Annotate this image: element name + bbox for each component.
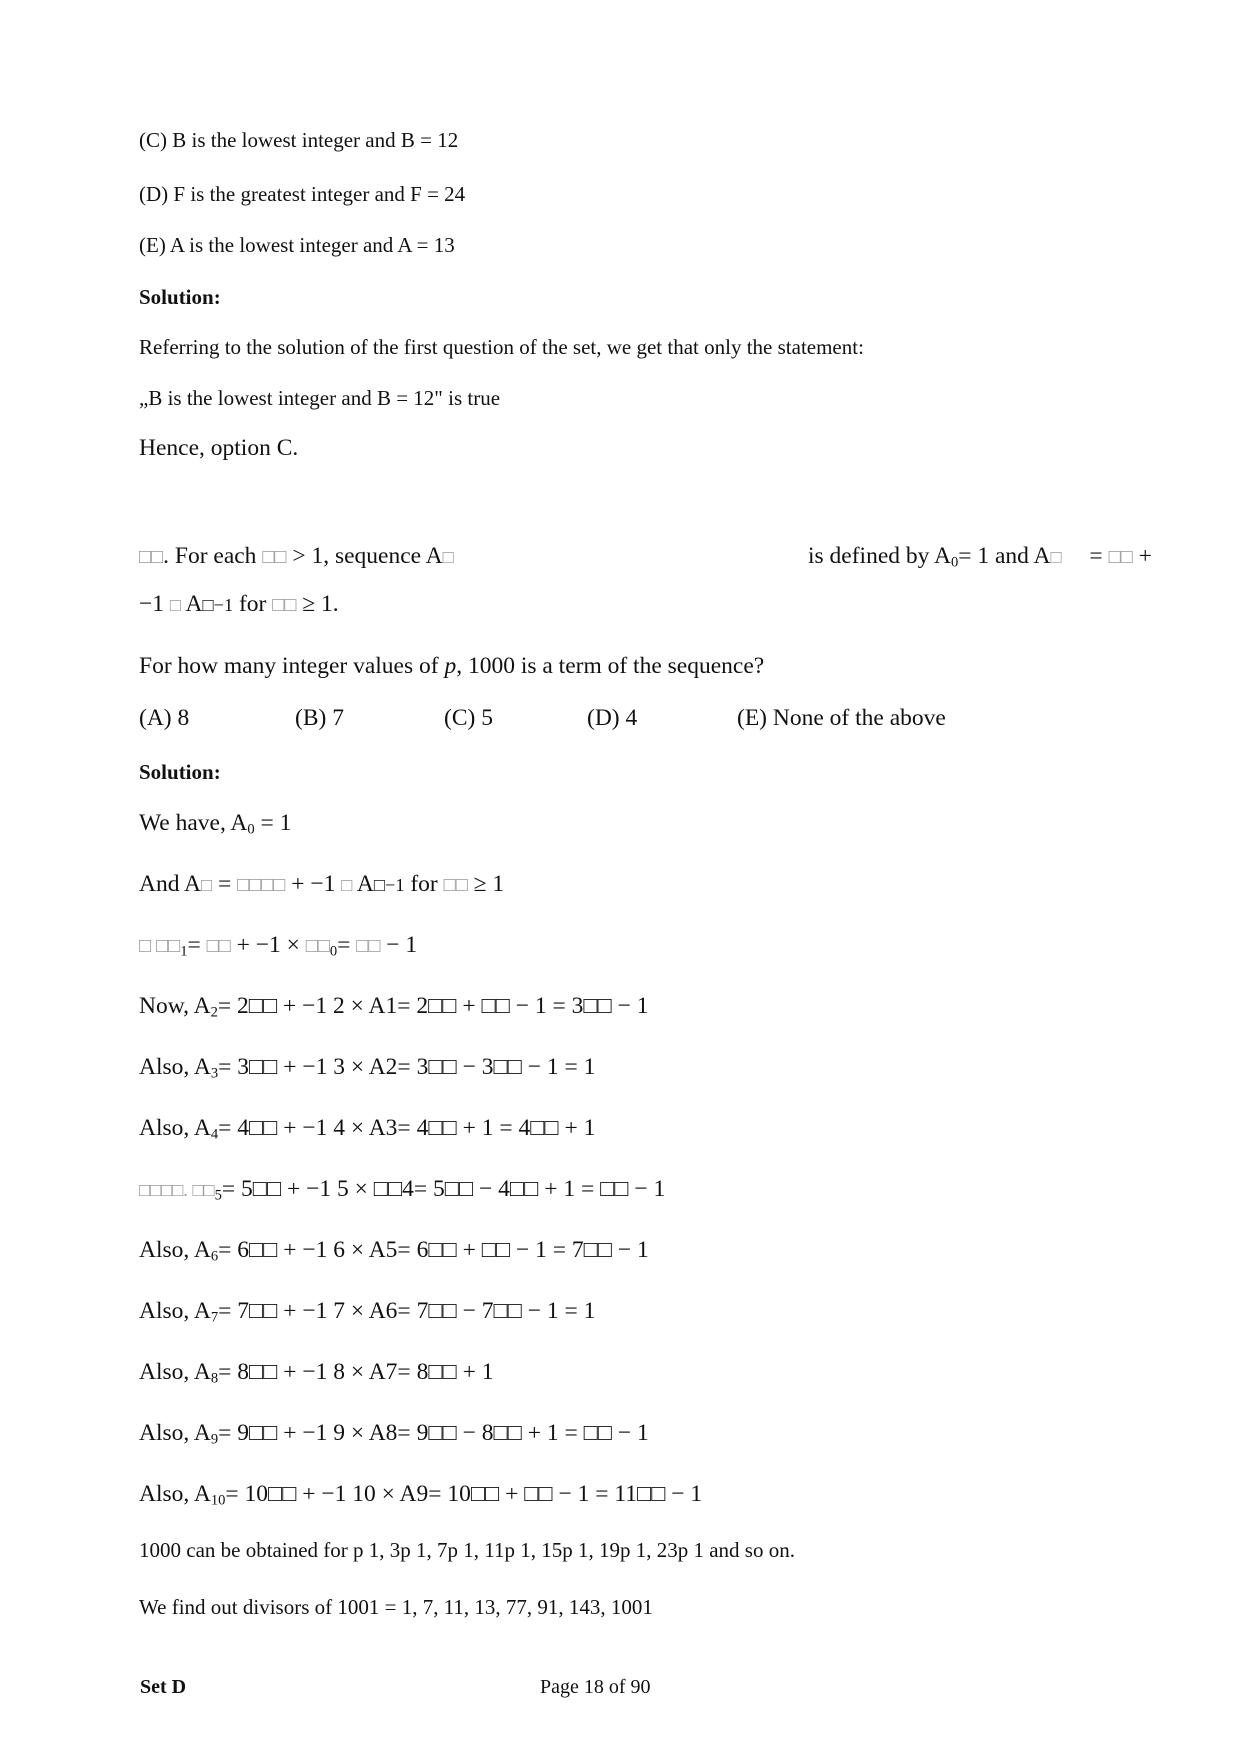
footer-set-label: Set D: [140, 1676, 187, 1698]
option-c-prev: (C) B is the lowest integer and B = 12: [139, 128, 459, 152]
equation-a4: Also, A4= 4□□ + −1 4 × A3= 4□□ + 1 = 4□□ + 1: [139, 1115, 596, 1143]
equation-a6: Also, A6= 6□□ + −1 6 × A5= 6□□ + □□ − 1 = 7□□ − 1: [139, 1237, 649, 1265]
solution-2-line-2: And A□ = □□□□ + −1 □ A□−1 for □□ ≥ 1: [139, 871, 505, 897]
equation-a5: □□□□. □□5= 5□□ + −1 5 × □□4= 5□□ − 4□□ + 1 = □□ − 1: [139, 1176, 666, 1204]
question-ask: For how many integer values of p, 1000 is a term of the sequence?: [139, 653, 765, 679]
solution-text-2: „B is the lowest integer and B = 12" is true: [139, 386, 501, 410]
question-line-1: □□. For each □□ > 1, sequence A□: [139, 543, 454, 569]
equation-a10: Also, A10= 10□□ + −1 10 × A9= 10□□ + □□ − 1 = 11□□ − 1: [139, 1481, 703, 1509]
divisors-line: We find out divisors of 1001 = 1, 7, 11, 13, 77, 91, 143, 1001: [139, 1595, 653, 1619]
option-c: (C) 5: [444, 705, 493, 731]
equation-a7: Also, A7= 7□□ + −1 7 × A6= 7□□ − 7□□ − 1 = 1: [139, 1298, 596, 1326]
solution-2-heading: Solution:: [139, 760, 221, 784]
option-d-prev: (D) F is the greatest integer and F = 24: [139, 182, 466, 206]
question-number: □□: [139, 546, 164, 568]
question-line-1-right: is defined by A0= 1 and A□ = □□ +: [808, 543, 1152, 571]
footer-page-number: Page 18 of 90: [540, 1676, 651, 1698]
option-e: (E) None of the above: [737, 705, 946, 731]
equation-a3: Also, A3= 3□□ + −1 3 × A2= 3□□ − 3□□ − 1 = 1: [139, 1054, 596, 1082]
equation-a8: Also, A8= 8□□ + −1 8 × A7= 8□□ + 1: [139, 1359, 494, 1387]
equation-a9: Also, A9= 9□□ + −1 9 × A8= 9□□ − 8□□ + 1 = □□ − 1: [139, 1420, 649, 1448]
option-d: (D) 4: [587, 705, 638, 731]
obtained-line: 1000 can be obtained for p 1, 3p 1, 7p 1, 11p 1, 15p 1, 19p 1, 23p 1 and so on.: [139, 1538, 795, 1562]
question-line-2: −1 □ A□−1 for □□ ≥ 1.: [139, 591, 339, 617]
solution-heading: Solution:: [139, 285, 221, 309]
solution-conclusion: Hence, option C.: [139, 435, 299, 461]
option-e-prev: (E) A is the lowest integer and A = 13: [139, 233, 455, 257]
solution-2-line-3: □ □□1= □□ + −1 × □□0= □□ − 1: [139, 932, 418, 960]
solution-text-1: Referring to the solution of the first question of the set, we get that only the statement:: [139, 335, 864, 359]
equation-a2: Now, A2= 2□□ + −1 2 × A1= 2□□ + □□ − 1 = 3□□ − 1: [139, 993, 649, 1021]
solution-2-line-1: We have, A0 = 1: [139, 810, 292, 838]
option-b: (B) 7: [295, 705, 344, 731]
option-a: (A) 8: [139, 705, 190, 731]
